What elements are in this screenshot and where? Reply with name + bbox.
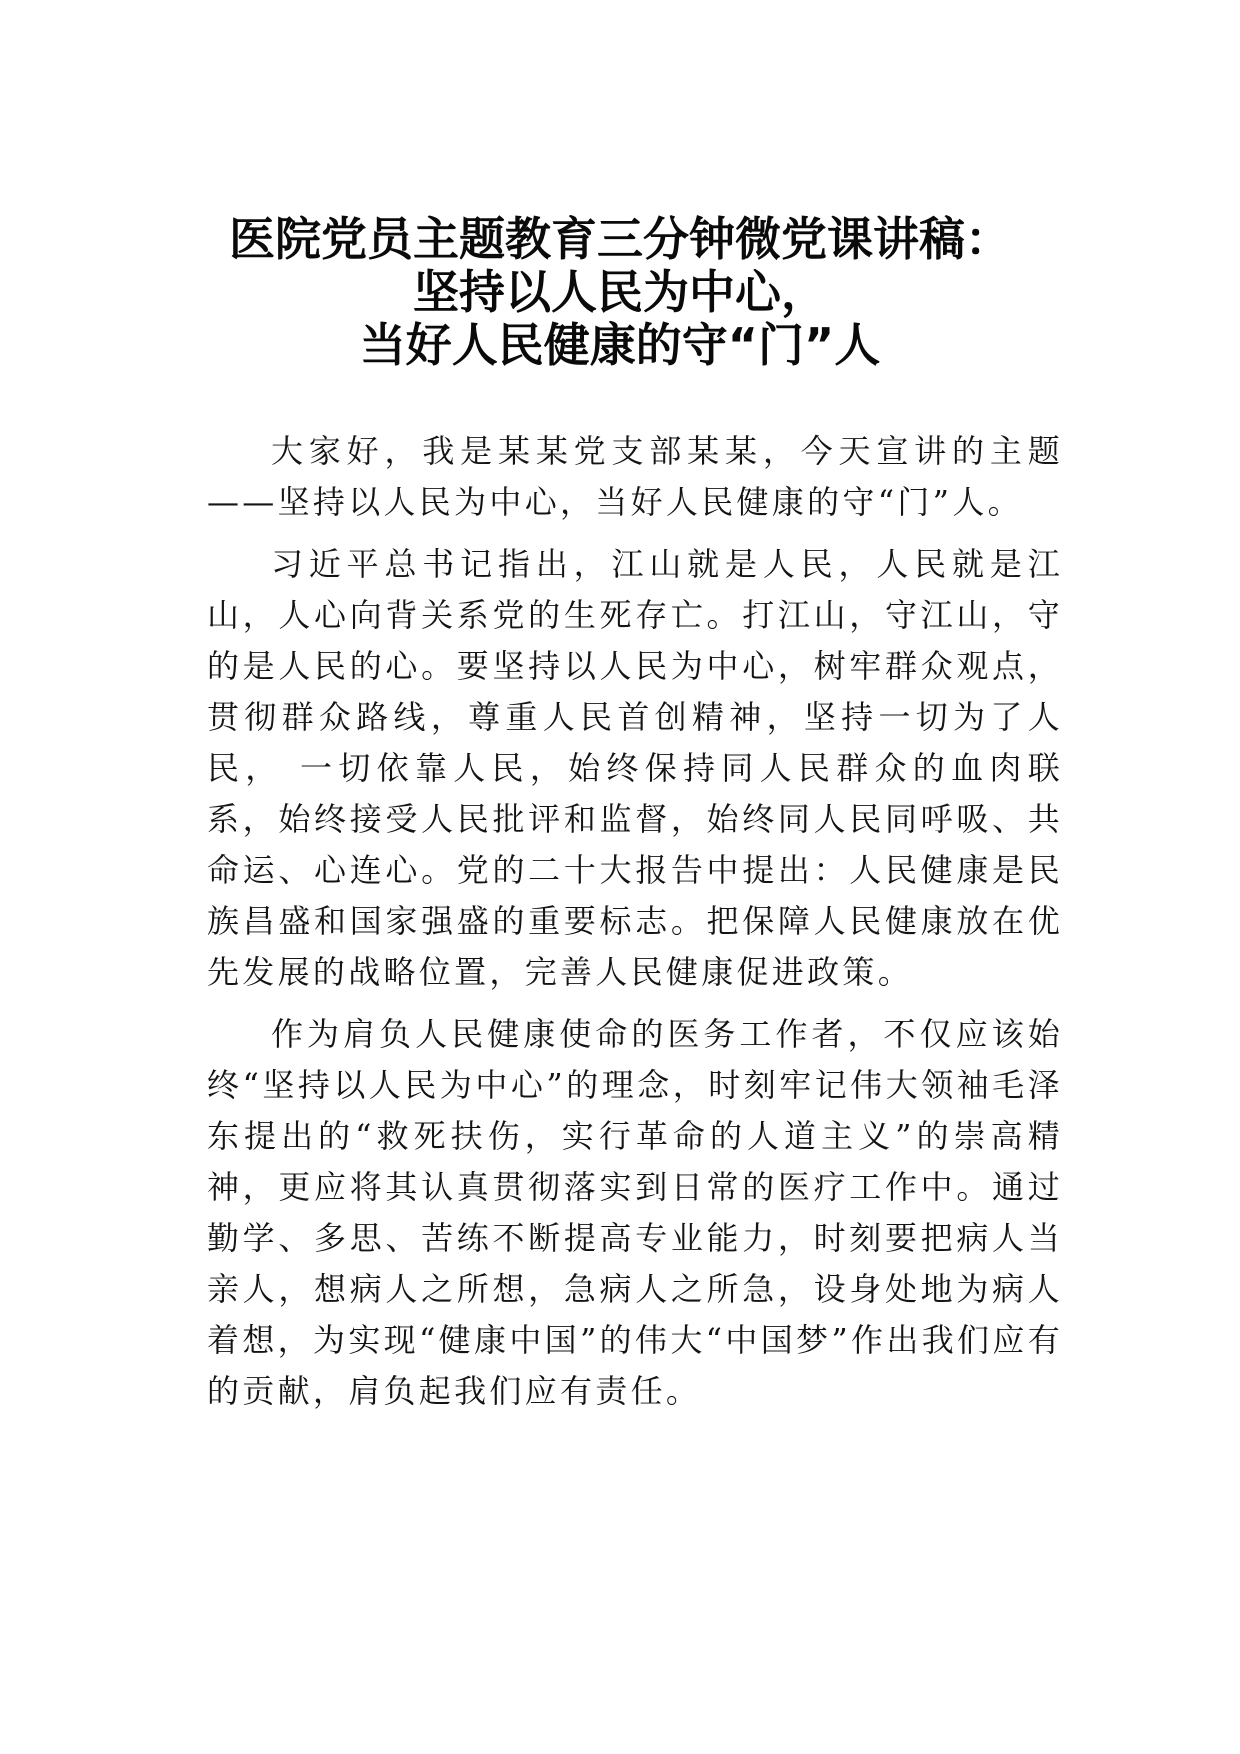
paragraph-commitment: 作为肩负人民健康使命的医务工作者，不仅应该始终“坚持以人民为中心”的理念，时刻牢记伟大领袖毛泽东提出的“救死扶伤，实行革命的人道主义”的崇高精神，更应将其认真贯彻落实到日常的医疗工作中。通过勤学、多思、苦练不断提高专业能力，时刻要把病人当亲人，想病人之所想，急病人之所急，设身处地为病人着想，为实现“健康中国”的伟大“中国梦”作出我们应有的贡献，肩负起我们应有责任。 <box>207 1015 1063 1410</box>
paragraph-greeting: 大家好，我是某某党支部某某，今天宣讲的主题——坚持以人民为中心，当好人民健康的守“门”人。 <box>207 432 1063 521</box>
title-line-3: 当好人民健康的守“门”人 <box>359 318 881 372</box>
title-line-1: 医院党员主题教育三分钟微党课讲稿： <box>229 212 1011 266</box>
document-body <box>207 426 1063 1417</box>
document-title <box>150 213 1090 372</box>
title-line-2: 坚持以人民为中心， <box>413 265 827 319</box>
paragraph-quote: 习近平总书记指出，江山就是人民，人民就是江山，人心向背关系党的生死存亡。打江山，守江山，守的是人民的心。要坚持以人民为中心，树牢群众观点，贯彻群众路线，尊重人民首创精神，坚持一切为了人民， 一切依靠人民，始终保持同人民群众的血肉联系，始终接受人民批评和监督，始终同人民同呼吸、共命运、心连心。党的二十大报告中提出：人民健康是民族昌盛和国家强盛的重要标志。把保障人民健康放在优先发展的战略位置，完善人民健康促进政策。 <box>207 545 1063 991</box>
